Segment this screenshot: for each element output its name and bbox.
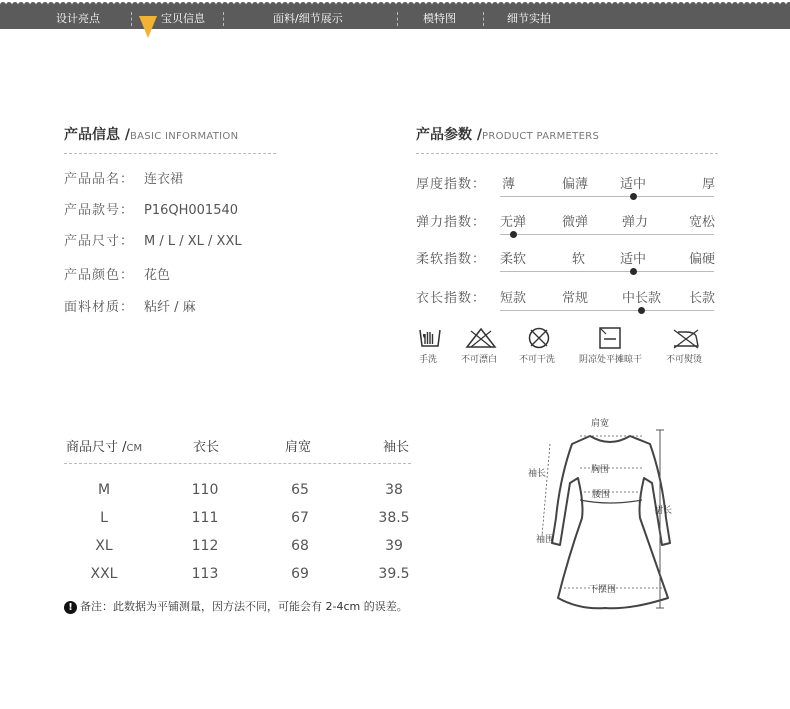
- info-label: 面料材质：: [64, 300, 135, 315]
- dress-label-cuff: 袖围: [536, 535, 555, 545]
- scallop: [684, 2, 690, 8]
- scallop: [246, 2, 252, 8]
- scallop: [714, 2, 720, 8]
- param-option: 适中: [620, 177, 647, 192]
- scallop: [96, 2, 102, 8]
- scallop: [738, 2, 744, 8]
- scallop: [354, 2, 360, 8]
- param-option: 微弹: [562, 215, 589, 230]
- care-label: 不可漂白: [461, 355, 498, 365]
- scallop: [168, 2, 174, 8]
- note-text: 备注：此数据为平铺测量，因方法不同，可能会有 2-4cm 的误差。: [80, 600, 408, 613]
- length-cell: 111: [191, 510, 219, 526]
- dress-label-shoulder: 肩宽: [591, 419, 610, 429]
- scallop: [252, 2, 258, 8]
- scallop: [582, 2, 588, 8]
- nav-scallop-edge: [0, 0, 790, 9]
- nav-item-fabric[interactable]: 面料/细节展示: [273, 12, 343, 25]
- param-option: 长款: [689, 291, 716, 306]
- scallop: [72, 2, 78, 8]
- measurement-note: [64, 598, 408, 614]
- info-title: [64, 124, 238, 144]
- param-option: 适中: [620, 252, 647, 267]
- length-cell: 113: [191, 566, 219, 582]
- scallop: [600, 2, 606, 8]
- scallop: [18, 2, 24, 8]
- param-label: 衣长指数：: [416, 291, 487, 306]
- nav-item-model[interactable]: 模特图: [423, 12, 456, 25]
- scallop: [660, 2, 666, 8]
- scallop: [258, 2, 264, 8]
- params-title: [416, 124, 599, 144]
- warning-icon: !: [64, 601, 77, 614]
- info-value: P16QH001540: [144, 203, 239, 218]
- scallop: [504, 2, 510, 8]
- scallop: [726, 2, 732, 8]
- scallop: [564, 2, 570, 8]
- size-table-divider: [64, 463, 411, 464]
- scallop: [186, 2, 192, 8]
- scallop: [492, 2, 498, 8]
- scallop: [552, 2, 558, 8]
- shade-dry-icon: [598, 326, 622, 350]
- scallop: [216, 2, 222, 8]
- dress-label-sleeve: 袖长: [528, 469, 547, 479]
- scallop: [336, 2, 342, 8]
- scallop: [288, 2, 294, 8]
- scallop: [486, 2, 492, 8]
- scallop: [210, 2, 216, 8]
- info-value: 粘纤 / 麻: [144, 300, 196, 315]
- care-label: 不可熨烫: [666, 355, 703, 365]
- scallop: [612, 2, 618, 8]
- scallop: [204, 2, 210, 8]
- info-value: 花色: [144, 268, 171, 283]
- scallop: [120, 2, 126, 8]
- scallop: [390, 2, 396, 8]
- param-label: 柔软指数：: [416, 252, 487, 267]
- dress-label-hem: 下摆围: [589, 585, 617, 595]
- scallop: [294, 2, 300, 8]
- scallop: [588, 2, 594, 8]
- shoulder-cell: 65: [291, 482, 309, 498]
- scallop: [456, 2, 462, 8]
- no-bleach-icon: [464, 326, 498, 350]
- scallop: [270, 2, 276, 8]
- param-indicator-dot: [630, 193, 637, 200]
- scallop: [378, 2, 384, 8]
- scallop: [762, 2, 768, 8]
- param-track: [500, 196, 714, 197]
- info-row-code: [64, 199, 238, 218]
- scallop: [450, 2, 456, 8]
- sleeve-cell: 39.5: [378, 566, 410, 582]
- scallop: [192, 2, 198, 8]
- scallop: [84, 2, 90, 8]
- scallop: [516, 2, 522, 8]
- scallop: [570, 2, 576, 8]
- scallop: [510, 2, 516, 8]
- param-option: 短款: [500, 291, 527, 306]
- scallop: [780, 2, 786, 8]
- size-cell: L: [100, 510, 108, 526]
- scallop: [546, 2, 552, 8]
- info-label: 产品款号：: [64, 203, 135, 218]
- scallop: [528, 2, 534, 8]
- scallop: [402, 2, 408, 8]
- scallop: [384, 2, 390, 8]
- scallop: [300, 2, 306, 8]
- param-row-thickness: [416, 173, 716, 203]
- info-row-material: [64, 296, 196, 315]
- no-iron-icon: [670, 326, 702, 350]
- size-cell: XXL: [90, 566, 118, 582]
- scallop: [630, 2, 636, 8]
- info-value: M / L / XL / XXL: [144, 234, 242, 249]
- info-title-en: BASIC INFORMATION: [130, 131, 239, 142]
- info-title-cn: 产品信息 /: [64, 127, 130, 143]
- scallop: [756, 2, 762, 8]
- param-option: 常规: [562, 291, 589, 306]
- shoulder-cell: 67: [291, 510, 309, 526]
- nav-item-detail[interactable]: 细节实拍: [507, 12, 551, 25]
- info-label: 产品品名：: [64, 172, 135, 187]
- scallop: [648, 2, 654, 8]
- scallop: [606, 2, 612, 8]
- info-label: 产品颜色：: [64, 268, 135, 283]
- scallop: [156, 2, 162, 8]
- nav-separator: [397, 12, 399, 26]
- dress-label-chest: 胸围: [591, 465, 610, 475]
- nav-active-marker: [139, 16, 157, 38]
- param-option: 偏薄: [562, 177, 589, 192]
- param-track: [500, 310, 714, 311]
- param-option: 中长款: [622, 291, 662, 306]
- scallop: [318, 2, 324, 8]
- info-row-name: [64, 168, 183, 187]
- param-row-softness: [416, 248, 716, 278]
- param-row-length: [416, 287, 716, 317]
- scallop: [732, 2, 738, 8]
- scallop: [672, 2, 678, 8]
- scallop: [618, 2, 624, 8]
- scallop: [576, 2, 582, 8]
- params-title-en: PRODUCT PARMETERS: [482, 131, 600, 142]
- info-value: 连衣裙: [144, 172, 184, 187]
- scallop: [90, 2, 96, 8]
- scallop: [594, 2, 600, 8]
- care-label: 不可干洗: [519, 355, 556, 365]
- scallop: [444, 2, 450, 8]
- scallop: [396, 2, 402, 8]
- scallop: [720, 2, 726, 8]
- scallop: [426, 2, 432, 8]
- scallop: [666, 2, 672, 8]
- params-title-cn: 产品参数 /: [416, 127, 482, 143]
- param-indicator-dot: [630, 268, 637, 275]
- scallop: [654, 2, 660, 8]
- scallop: [0, 2, 6, 8]
- param-indicator-dot: [510, 231, 517, 238]
- scallop: [372, 2, 378, 8]
- scallop: [66, 2, 72, 8]
- size-header-unit: CM: [126, 443, 143, 454]
- scallop: [702, 2, 708, 8]
- nav-bar: [0, 9, 790, 29]
- param-option: 软: [572, 252, 586, 267]
- scallop: [174, 2, 180, 8]
- scallop: [744, 2, 750, 8]
- nav-separator: [223, 12, 225, 26]
- scallop: [12, 2, 18, 8]
- scallop: [522, 2, 528, 8]
- size-col-shoulder: 肩宽: [285, 440, 312, 455]
- scallop: [150, 2, 156, 8]
- scallop: [462, 2, 468, 8]
- care-label: 手洗: [419, 355, 438, 365]
- param-option: 薄: [502, 177, 516, 192]
- scallop: [132, 2, 138, 8]
- scallop: [114, 2, 120, 8]
- scallop: [324, 2, 330, 8]
- scallop: [276, 2, 282, 8]
- scallop: [36, 2, 42, 8]
- scallop: [468, 2, 474, 8]
- param-option: 无弹: [500, 215, 527, 230]
- size-cell: M: [97, 482, 111, 498]
- nav-item-design[interactable]: 设计亮点: [56, 12, 100, 25]
- scallop: [438, 2, 444, 8]
- info-row-color: [64, 264, 170, 283]
- nav-separator: [131, 12, 133, 26]
- info-divider: [64, 153, 276, 154]
- size-table-header-label: [66, 436, 142, 455]
- care-label: 阴凉处平摊晾干: [579, 355, 643, 365]
- scallop: [48, 2, 54, 8]
- info-row-size: [64, 230, 242, 249]
- scallop: [24, 2, 30, 8]
- param-track: [500, 271, 714, 272]
- dress-label-length: 裙长: [654, 506, 673, 516]
- nav-separator: [483, 12, 485, 26]
- param-row-elasticity: [416, 211, 716, 241]
- sleeve-cell: 38: [385, 482, 403, 498]
- scallop: [312, 2, 318, 8]
- scallop: [690, 2, 696, 8]
- param-option: 厚: [702, 177, 716, 192]
- top-nav: [0, 0, 790, 31]
- scallop: [60, 2, 66, 8]
- scallop: [534, 2, 540, 8]
- size-header-text: 商品尺寸 /: [66, 440, 127, 455]
- scallop: [222, 2, 228, 8]
- scallop: [228, 2, 234, 8]
- scallop: [624, 2, 630, 8]
- sleeve-cell: 39: [385, 538, 403, 554]
- scallop: [348, 2, 354, 8]
- scallop: [102, 2, 108, 8]
- scallop: [708, 2, 714, 8]
- param-label: 厚度指数：: [416, 177, 487, 192]
- scallop: [498, 2, 504, 8]
- scallop: [198, 2, 204, 8]
- scallop: [240, 2, 246, 8]
- size-col-sleeve: 袖长: [383, 440, 410, 455]
- scallop: [420, 2, 426, 8]
- scallop: [432, 2, 438, 8]
- scallop: [480, 2, 486, 8]
- scallop: [642, 2, 648, 8]
- params-divider: [416, 153, 718, 154]
- shoulder-cell: 68: [291, 538, 309, 554]
- shoulder-cell: 69: [291, 566, 309, 582]
- scallop: [30, 2, 36, 8]
- sleeve-cell: 38.5: [378, 510, 410, 526]
- scallop: [144, 2, 150, 8]
- param-track: [500, 234, 714, 235]
- dress-label-waist: 腰围: [592, 490, 611, 500]
- size-cell: XL: [95, 538, 113, 554]
- scallop: [282, 2, 288, 8]
- info-label: 产品尺寸：: [64, 234, 135, 249]
- param-option: 宽松: [689, 215, 716, 230]
- scallop: [558, 2, 564, 8]
- no-dry-clean-icon: [527, 326, 551, 350]
- scallop: [540, 2, 546, 8]
- scallop: [360, 2, 366, 8]
- scallop: [264, 2, 270, 8]
- scallop: [138, 2, 144, 8]
- scallop: [306, 2, 312, 8]
- hand-wash-icon: [417, 326, 443, 350]
- scallop: [636, 2, 642, 8]
- scallop: [108, 2, 114, 8]
- scallop: [750, 2, 756, 8]
- scallop: [78, 2, 84, 8]
- scallop: [42, 2, 48, 8]
- param-label: 弹力指数：: [416, 215, 487, 230]
- scallop-decoration: [0, 0, 790, 9]
- nav-item-product-info[interactable]: 宝贝信息: [161, 12, 205, 25]
- scallop: [6, 2, 12, 8]
- scallop: [774, 2, 780, 8]
- scallop: [768, 2, 774, 8]
- scallop: [330, 2, 336, 8]
- size-col-length: 衣长: [193, 440, 220, 455]
- length-cell: 110: [191, 482, 219, 498]
- param-option: 柔软: [500, 252, 527, 267]
- param-indicator-dot: [638, 307, 645, 314]
- param-option: 偏硬: [689, 252, 716, 267]
- scallop: [696, 2, 702, 8]
- scallop: [126, 2, 132, 8]
- scallop: [408, 2, 414, 8]
- length-cell: 112: [191, 538, 219, 554]
- param-option: 弹力: [622, 215, 649, 230]
- scallop: [678, 2, 684, 8]
- scallop: [414, 2, 420, 8]
- scallop: [366, 2, 372, 8]
- scallop: [234, 2, 240, 8]
- scallop: [162, 2, 168, 8]
- scallop: [180, 2, 186, 8]
- scallop: [342, 2, 348, 8]
- scallop: [474, 2, 480, 8]
- scallop: [54, 2, 60, 8]
